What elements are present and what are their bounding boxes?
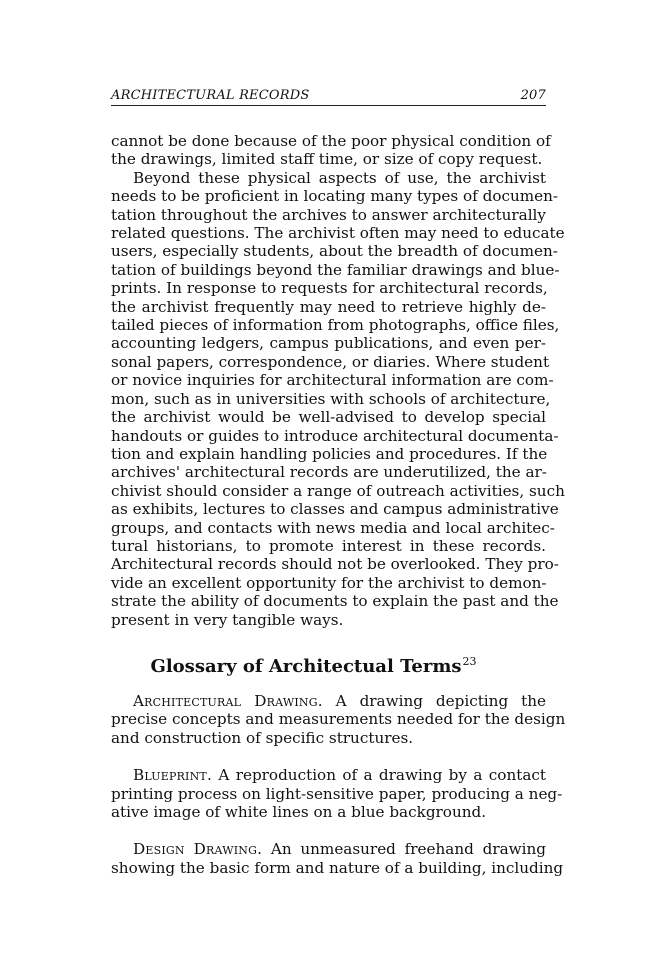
body-line: Architectural records should not be overlooked. They pro- [111, 555, 559, 574]
glossary-definition-start: A drawing depicting the [322, 691, 546, 710]
glossary-term: Architectural Drawing. [133, 691, 323, 710]
body-line: sonal papers, correspondence, or diaries. Where student [111, 352, 550, 371]
glossary-term: Design Drawing. [133, 840, 263, 859]
running-head [111, 88, 546, 106]
body-line: the archivist frequently may need to retrieve highly de- [111, 297, 546, 316]
body-line: the archivist would be well-advised to develop special [111, 408, 546, 427]
body-line: present in very tangible ways. [111, 610, 344, 629]
body-line: Beyond these physical aspects of use, the archivist [133, 168, 546, 187]
body-line: handouts or guides to introduce architectural documenta- [111, 426, 559, 445]
body-line: related questions. The archivist often may need to educate [111, 224, 565, 243]
body-line: tation of buildings beyond the familiar drawings and blue- [111, 260, 560, 279]
body-line: cannot be done because of the poor physical condition of [111, 132, 551, 150]
body-line: archives' architectural records are underutilized, the ar- [111, 463, 547, 482]
body-line: tion and explain handling policies and procedures. If the [111, 444, 548, 463]
glossary-entry-first-line [111, 692, 546, 710]
glossary-entry [111, 840, 564, 877]
glossary-definition-start: An unmeasured freehand drawing [262, 840, 546, 859]
body-line: strate the ability of documents to explain the past and the [111, 592, 559, 611]
body-line: prints. In response to requests for architectural records, [111, 279, 548, 298]
body-line: tation throughout the archives to answer architecturally [111, 205, 546, 224]
glossary-definition-line: ative image of white lines on a blue background. [111, 803, 487, 821]
body-line: vide an excellent opportunity for the archivist to demon- [111, 573, 547, 592]
body-line: chivist should consider a range of outreach activities, such [111, 481, 565, 500]
body-text [111, 132, 565, 629]
glossary-entry [111, 691, 566, 747]
body-line: mon, such as in universities with schools of architecture, [111, 389, 551, 408]
glossary-definition-line: printing process on light-sensitive paper, producing a neg- [111, 784, 563, 803]
glossary-definition-line: precise concepts and measurements needed for the design [111, 710, 566, 729]
glossary-entry [111, 766, 563, 821]
page-number: 207 [520, 88, 546, 103]
glossary-entry-first-line [111, 766, 546, 784]
body-line: or novice inquiries for architectural information are com- [111, 371, 554, 390]
body-line: tural historians, to promote interest in these records. [111, 536, 546, 555]
glossary-heading [111, 651, 546, 678]
glossary-heading-text: Glossary of Architectual Terms [150, 655, 462, 677]
footnote-reference: 23 [462, 654, 477, 668]
body-line: groups, and contacts with news media and local architec- [111, 518, 555, 537]
body-line: needs to be proficient in locating many types of documen- [111, 187, 559, 206]
page [111, 88, 566, 896]
body-line: as exhibits, lectures to classes and campus administrative [111, 500, 559, 519]
glossary-definition-start: A reproduction of a drawing by a contact [211, 766, 546, 785]
running-head-title: ARCHITECTURAL RECORDS [111, 88, 310, 103]
glossary-definition-line: and construction of specific structures. [111, 728, 414, 747]
glossary-definition-line: showing the basic form and nature of a building, including [111, 858, 564, 877]
glossary-entry-first-line [111, 840, 546, 858]
body-line: accounting ledgers, campus publications, and even per- [111, 334, 546, 353]
body-line: tailed pieces of information from photographs, office files, [111, 316, 560, 335]
glossary-term: Blueprint. [133, 766, 212, 785]
body-line: users, especially students, about the breadth of documen- [111, 242, 558, 261]
body-line: the drawings, limited staff time, or size of copy request. [111, 150, 543, 169]
